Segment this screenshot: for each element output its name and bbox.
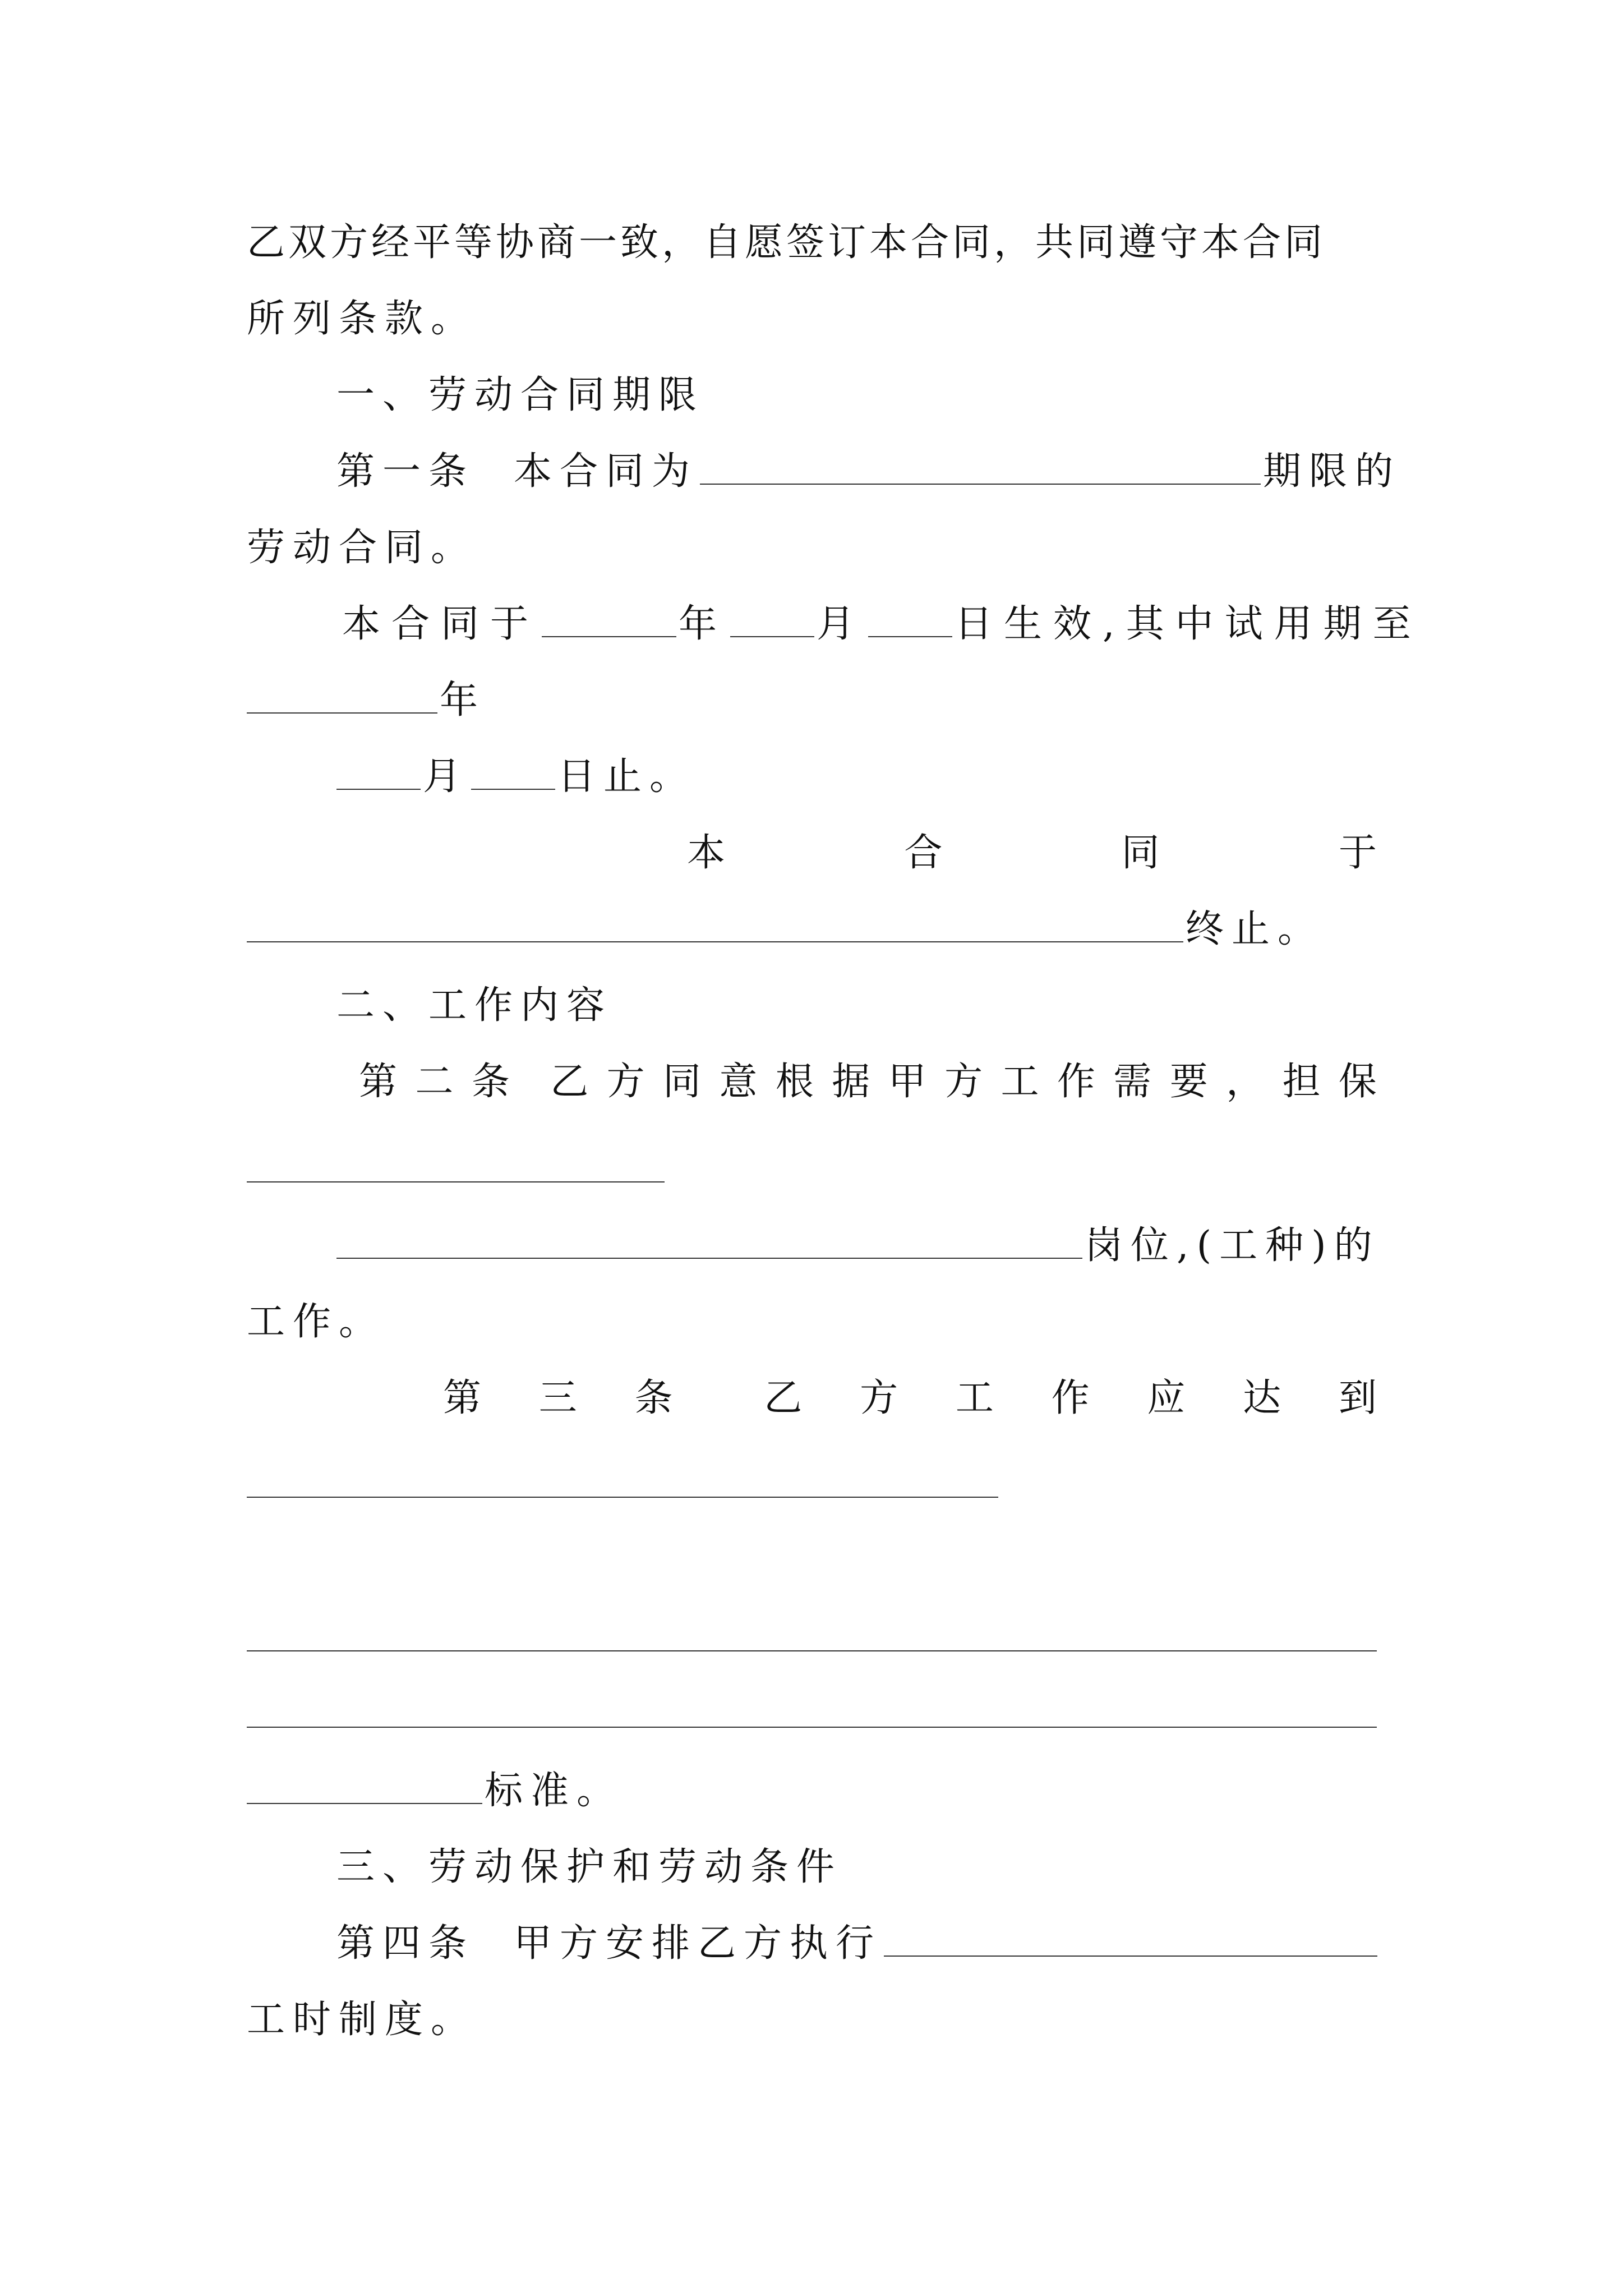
effective-day-blank[interactable] bbox=[868, 599, 952, 637]
termination-after: 终止。 bbox=[1186, 907, 1324, 951]
termination-char: 同 bbox=[1121, 831, 1160, 875]
article-2-char: 保 bbox=[1338, 1060, 1377, 1104]
article-2-char: 方 bbox=[606, 1060, 645, 1104]
article-3-char: 应 bbox=[1147, 1376, 1186, 1420]
probation-year-line bbox=[247, 675, 486, 726]
article-2-char: 二 bbox=[415, 1060, 454, 1104]
article-2-char: 需 bbox=[1113, 1060, 1152, 1104]
probation-year-blank[interactable] bbox=[247, 675, 437, 714]
article-2-line-3: 工作。 bbox=[247, 1300, 385, 1344]
article-2-char: 工 bbox=[1000, 1060, 1039, 1104]
article-2-char: ， bbox=[1226, 1060, 1265, 1104]
unit-year: 年 bbox=[679, 602, 728, 646]
article-2-char: 条 bbox=[471, 1060, 510, 1104]
article-text: 本合同为 bbox=[514, 449, 698, 494]
standard-blank-4[interactable] bbox=[247, 1766, 482, 1804]
article-2-char: 据 bbox=[832, 1060, 870, 1104]
contract-type-blank[interactable] bbox=[700, 447, 1261, 485]
article-3-line bbox=[443, 1373, 1377, 1424]
paragraph-line bbox=[247, 218, 1377, 268]
section-heading: 三、劳动保护和劳动条件 bbox=[336, 1845, 843, 1889]
work-hours-blank[interactable] bbox=[884, 1918, 1377, 1957]
article-3-char: 达 bbox=[1243, 1376, 1281, 1420]
article-2-char: 根 bbox=[775, 1060, 814, 1104]
article-3-char: 乙 bbox=[764, 1376, 803, 1420]
article-label: 第一条 bbox=[336, 449, 475, 494]
standard-blank-3[interactable] bbox=[247, 1727, 1377, 1728]
article-2-line bbox=[359, 1057, 1377, 1107]
paragraph-text bbox=[247, 218, 1377, 268]
termination-date-blank[interactable] bbox=[247, 904, 1183, 942]
effective-mid: 日生效,其中试用期至 bbox=[955, 602, 1422, 646]
paragraph-text-content: 乙双方经平等协商一致，自愿签订本合同，共同遵守本合同 bbox=[247, 220, 1326, 265]
probation-day-blank[interactable] bbox=[471, 752, 555, 790]
article-3-char: 第 bbox=[443, 1376, 482, 1420]
article-text: 甲方安排乙方执行 bbox=[514, 1921, 882, 1966]
termination-char: 合 bbox=[904, 831, 943, 875]
effective-year-blank[interactable] bbox=[542, 599, 676, 637]
article-2-char: 作 bbox=[1057, 1060, 1095, 1104]
article-2-char: 同 bbox=[663, 1060, 702, 1104]
article-1-line bbox=[336, 447, 1401, 497]
article-3-char: 到 bbox=[1338, 1376, 1377, 1420]
termination-line bbox=[687, 828, 1377, 878]
standard-blank-1[interactable] bbox=[247, 1497, 998, 1498]
effective-prefix: 本合同于 bbox=[342, 602, 540, 646]
article-3-after: 标准。 bbox=[485, 1769, 623, 1813]
article-2-char: 要 bbox=[1169, 1060, 1208, 1104]
department-blank[interactable] bbox=[247, 1181, 665, 1182]
position-blank[interactable] bbox=[336, 1221, 1082, 1259]
probation-end-text: 日止。 bbox=[557, 754, 696, 799]
effective-month-blank[interactable] bbox=[730, 599, 814, 637]
article-3-char: 条 bbox=[634, 1376, 673, 1420]
termination-char: 本 bbox=[687, 831, 726, 875]
paragraph-line: 所列条款。 bbox=[247, 297, 477, 341]
article-4-line bbox=[336, 1918, 1380, 1969]
article-3-char: 方 bbox=[860, 1376, 898, 1420]
article-text: 期限的 bbox=[1263, 449, 1401, 494]
article-4-line-2: 工时制度。 bbox=[247, 1998, 477, 2042]
probation-month-blank[interactable] bbox=[336, 752, 421, 790]
article-1-line-2: 劳动合同。 bbox=[247, 526, 477, 570]
effective-date-line bbox=[342, 599, 1422, 650]
section-heading: 一、劳动合同期限 bbox=[336, 373, 705, 417]
probation-end-line bbox=[336, 752, 695, 802]
article-2-char: 担 bbox=[1282, 1060, 1321, 1104]
article-2-after: 岗位,(工种)的 bbox=[1085, 1223, 1380, 1268]
termination-date-line bbox=[247, 904, 1324, 955]
article-2-char: 方 bbox=[944, 1060, 983, 1104]
article-2-char: 第 bbox=[359, 1060, 398, 1104]
article-2-char: 意 bbox=[719, 1060, 758, 1104]
unit-year: 年 bbox=[440, 678, 486, 723]
article-3-char: 作 bbox=[1051, 1376, 1090, 1420]
termination-char: 于 bbox=[1338, 831, 1377, 875]
standard-blank-2[interactable] bbox=[247, 1650, 1377, 1651]
article-2-char: 乙 bbox=[550, 1060, 589, 1104]
unit-month: 月 bbox=[423, 754, 469, 799]
article-label: 第四条 bbox=[336, 1921, 475, 1966]
article-3-char: 工 bbox=[955, 1376, 994, 1420]
article-2-line-2 bbox=[336, 1221, 1380, 1271]
unit-month: 月 bbox=[817, 602, 866, 646]
article-2-char: 甲 bbox=[888, 1060, 926, 1104]
article-3-end-line bbox=[247, 1766, 623, 1816]
article-3-char: 三 bbox=[538, 1376, 577, 1420]
section-heading: 二、工作内容 bbox=[336, 983, 613, 1028]
